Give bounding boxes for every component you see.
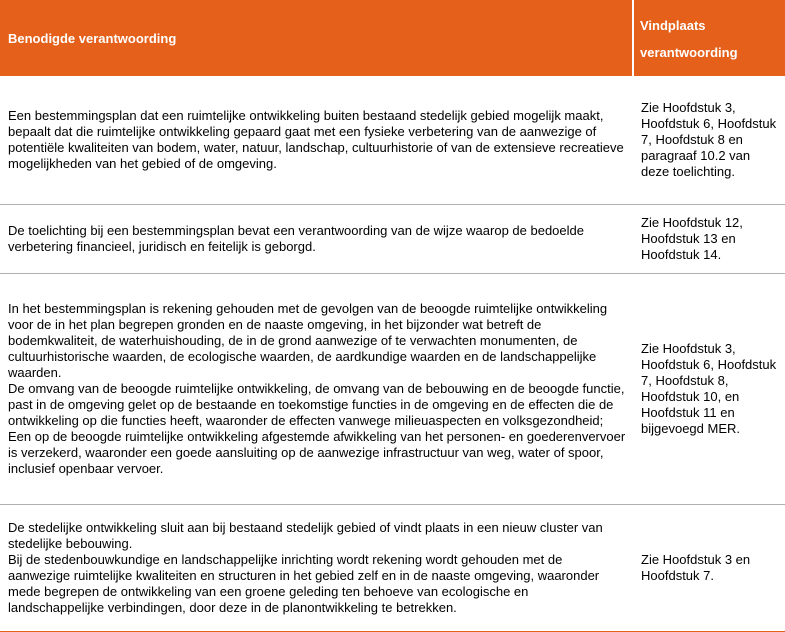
requirement-cell	[0, 76, 633, 205]
location-cell: Zie Hoofdstuk 3, Hoofdstuk 6, Hoofdstuk 7, Hoofdstuk 8, Hoofdstuk 10, en Hoofdstuk 11 en bijgevoegd MER.	[633, 274, 785, 505]
location-cell: Zie Hoofdstuk 3, Hoofdstuk 6, Hoofdstuk 7, Hoofdstuk 8 en paragraaf 10.2 van deze toelichting.	[633, 76, 785, 205]
header-location-justification: Vindplaats verantwoording	[633, 0, 785, 76]
requirement-text: Bij de stedenbouwkundige en landschappelijke inrichting wordt rekening wordt gehouden met de aanwezige ruimtelijke kwaliteiten en structuren in het gebied zelf en in de naaste omgeving, waaronder mede begrepen de ontwikkeling van een groene geleding ten behoeve van ecologische en landschappelijke verbindingen, door deze in de planontwikkeling te betrekken.	[8, 552, 600, 615]
requirement-text: De toelichting bij een bestemmingsplan bevat een verantwoording van de wijze waarop de bedoelde verbetering financieel, juridisch en feitelijk is geborgd.	[8, 223, 584, 254]
requirement-cell	[0, 505, 633, 632]
requirement-cell	[0, 274, 633, 505]
requirement-text: De omvang van de beoogde ruimtelijke ontwikkeling, de omvang van de bebouwing en de beoogde functie, past in de omgeving gelet op de bestaande en toekomstige functies in de omgeving en de effecten die de ontwikkeling op die functies heeft, waaronder de effecten vanwege milieuaspecten en volksgezondheid;	[8, 381, 625, 428]
table-header-row	[0, 0, 785, 76]
requirement-cell	[0, 205, 633, 274]
location-cell: Zie Hoofdstuk 3 en Hoofdstuk 7.	[633, 505, 785, 632]
requirement-text: In het bestemmingsplan is rekening gehouden met de gevolgen van de beoogde ruimtelijke ontwikkeling voor de in het plan begrepen gronden en de naaste omgeving, in het bijzonder wat betreft de bodemkwaliteit, de waterhuishouding, de in de grond aanwezige of te verwachten monumenten, de cultuurhistorische waarden, de ecologische waarden, de aardkundige waarden en de landschappelijke waarden.	[8, 301, 608, 380]
table-row	[0, 274, 785, 505]
table-row	[0, 76, 785, 205]
header-required-justification: Benodigde verantwoording	[0, 0, 633, 76]
table-row	[0, 205, 785, 274]
requirement-text: Een bestemmingsplan dat een ruimtelijke ontwikkeling buiten bestaand stedelijk gebied mogelijk maakt, bepaalt dat die ruimtelijke ontwikkeling gepaard gaat met een fysieke verbetering van de aanwezige of potentiële kwaliteiten van bodem, water, natuur, landschap, cultuurhistorie of van de extensieve recreatieve mogelijkheden van het gebied of de omgeving.	[8, 108, 624, 171]
requirement-text: De stedelijke ontwikkeling sluit aan bij bestaand stedelijk gebied of vindt plaats in een nieuw cluster van stedelijke bebouwing.	[8, 520, 603, 551]
table-row	[0, 505, 785, 632]
location-cell: Zie Hoofdstuk 12, Hoofdstuk 13 en Hoofdstuk 14.	[633, 205, 785, 274]
requirement-text: Een op de beoogde ruimtelijke ontwikkeling afgestemde afwikkeling van het personen- en goederenvervoer is verzekerd, waaronder een goede aansluiting op de aanwezige infrastructuur van weg, water of spoor, inclusief openbaar vervoer.	[8, 429, 626, 476]
